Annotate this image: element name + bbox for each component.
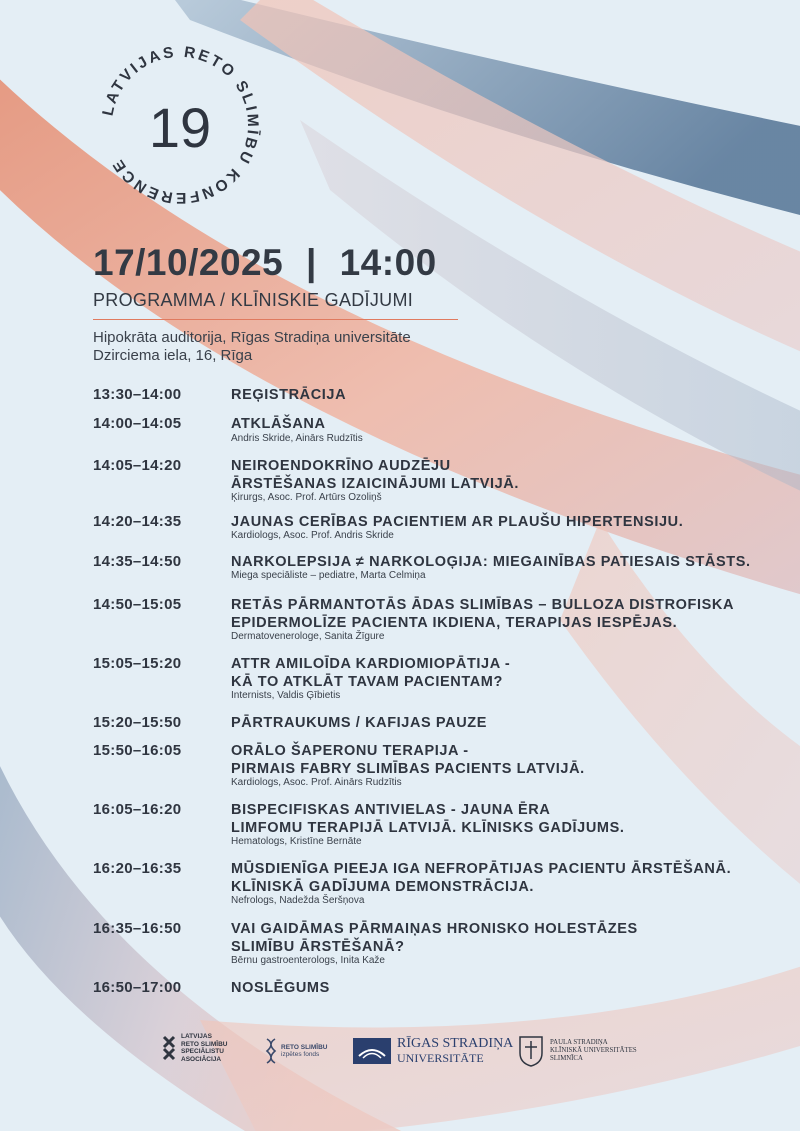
session-time: 13:30–14:00: [93, 386, 182, 403]
session-speaker: Miega speciāliste – pediatre, Marta Celmiņa: [231, 570, 426, 581]
session-time: 16:50–17:00: [93, 979, 182, 996]
venue-line-2: Dzirciema iela, 16, Rīga: [93, 347, 253, 364]
session-speaker: Andris Skride, Ainārs Rudzītis: [231, 433, 363, 444]
session-title: ORĀLO ŠAPERONU TERAPIJA -: [231, 743, 469, 759]
session-title: PĀRTRAUKUMS / KAFIJAS PAUZE: [231, 715, 487, 731]
session-speaker: Hematologs, Kristīne Bernāte: [231, 836, 362, 847]
session-speaker: Kardiologs, Asoc. Prof. Ainārs Rudzītis: [231, 777, 402, 788]
session-title-line-2: KĀ TO ATKLĀT TAVAM PACIENTAM?: [231, 674, 503, 690]
session-time: 15:05–15:20: [93, 655, 182, 672]
session-time: 16:35–16:50: [93, 920, 182, 937]
session-title: NOSLĒGUMS: [231, 980, 330, 996]
session-title-line-2: LIMFOMU TERAPIJĀ LATVIJĀ. KLĪNISKS GADĪJUMS.: [231, 820, 625, 836]
session-speaker: Ķirurgs, Asoc. Prof. Artūrs Ozoliņš: [231, 492, 382, 503]
session-time: 14:50–15:05: [93, 596, 182, 613]
session-time: 14:20–14:35: [93, 513, 182, 530]
logo-rare-disease-specialists-association: LATVIJAS RETO SLIMĪBU SPECIĀLISTU ASOCIĀCIJA: [162, 1033, 227, 1063]
session-speaker: Kardiologs, Asoc. Prof. Andris Skride: [231, 530, 394, 541]
session-time: 16:20–16:35: [93, 860, 182, 877]
badge-number: 19: [148, 96, 212, 159]
venue-line-1: Hipokrāta auditorija, Rīgas Stradiņa universitāte: [93, 329, 411, 346]
session-speaker: Internists, Valdis Ģībietis: [231, 690, 341, 701]
logo-pauls-stradins-hospital: PAULA STRADIŅA KLĪNISKĀ UNIVERSITĀTES SLIMNĪCA: [518, 1035, 637, 1067]
session-title: NARKOLEPSIJA ≠ NARKOLOĢIJA: MIEGAINĪBAS PATIESAIS STĀSTS.: [231, 554, 751, 570]
session-title: MŪSDIENĪGA PIEEJA IGA NEFROPĀTIJAS PACIENTU ĀRSTĒŠANĀ.: [231, 861, 732, 877]
event-date: 17/10/2025: [93, 242, 284, 283]
session-title-line-2: KLĪNISKĀ GADĪJUMA DEMONSTRĀCIJA.: [231, 879, 535, 895]
session-speaker: Dermatovenerologe, Sanita Žīgure: [231, 631, 385, 642]
subtitle-divider: [93, 319, 458, 320]
session-title: NEIROENDOKRĪNO AUDZĒJU: [231, 458, 451, 474]
session-title: ATTR AMILOĪDA KARDIOMIOPĀTIJA -: [231, 656, 511, 672]
session-title-line-2: PIRMAIS FABRY SLIMĪBAS PACIENTS LATVIJĀ.: [231, 761, 585, 777]
session-title: RETĀS PĀRMANTOTĀS ĀDAS SLIMĪBAS – BULLOZA DISTROFISKA: [231, 597, 735, 613]
session-time: 16:05–16:20: [93, 801, 182, 818]
session-time: 14:00–14:05: [93, 415, 182, 432]
logo-rare-disease-research-fund: RETO SLIMĪBU izpētes fonds: [265, 1037, 327, 1065]
dna-icon: [265, 1037, 277, 1065]
event-date-time: [93, 242, 437, 284]
event-time: 14:00: [339, 242, 437, 283]
session-title: JAUNAS CERĪBAS PACIENTIEM AR PLAUŠU HIPERTENSIJU.: [231, 514, 684, 530]
session-time: 14:05–14:20: [93, 457, 182, 474]
badge-ring-text: LATVIJAS RETO SLIMĪBU KONFERENCE: [99, 43, 262, 207]
conference-badge: [95, 40, 265, 210]
session-title: ATKLĀŠANA: [231, 416, 326, 432]
date-separator: |: [305, 242, 317, 283]
session-title-line-2: SLIMĪBU ĀRSTĒŠANĀ?: [231, 939, 405, 955]
session-speaker: Bērnu gastroenterologs, Inita Kaže: [231, 955, 385, 966]
session-time: 15:50–16:05: [93, 742, 182, 759]
session-title: BISPECIFISKAS ANTIVIELAS - JAUNA ĒRA: [231, 802, 551, 818]
session-time: 15:20–15:50: [93, 714, 182, 731]
hospital-crest-icon: [518, 1035, 544, 1067]
session-title-line-2: EPIDERMOLĪZE PACIENTA IKDIENA, TERAPIJAS IESPĒJAS.: [231, 615, 678, 631]
session-title: REĢISTRĀCIJA: [231, 387, 347, 403]
logo-riga-stradins-university: RĪGAS STRADIŅA UNIVERSITĀTE: [353, 1037, 513, 1065]
session-time: 14:35–14:50: [93, 553, 182, 570]
session-title: VAI GAIDĀMAS PĀRMAIŅAS HRONISKO HOLESTĀZES: [231, 921, 638, 937]
venue: [93, 329, 411, 365]
program-subtitle: PROGRAMMA / KLĪNISKIE GADĪJUMI: [93, 290, 414, 310]
session-title-line-2: ĀRSTĒŠANAS IZAICINĀJUMI LATVIJĀ.: [231, 476, 520, 492]
session-speaker: Nefrologs, Nadežda Šeršņova: [231, 895, 365, 906]
association-logo-icon: [162, 1035, 176, 1061]
rsu-emblem-icon: [353, 1038, 391, 1064]
